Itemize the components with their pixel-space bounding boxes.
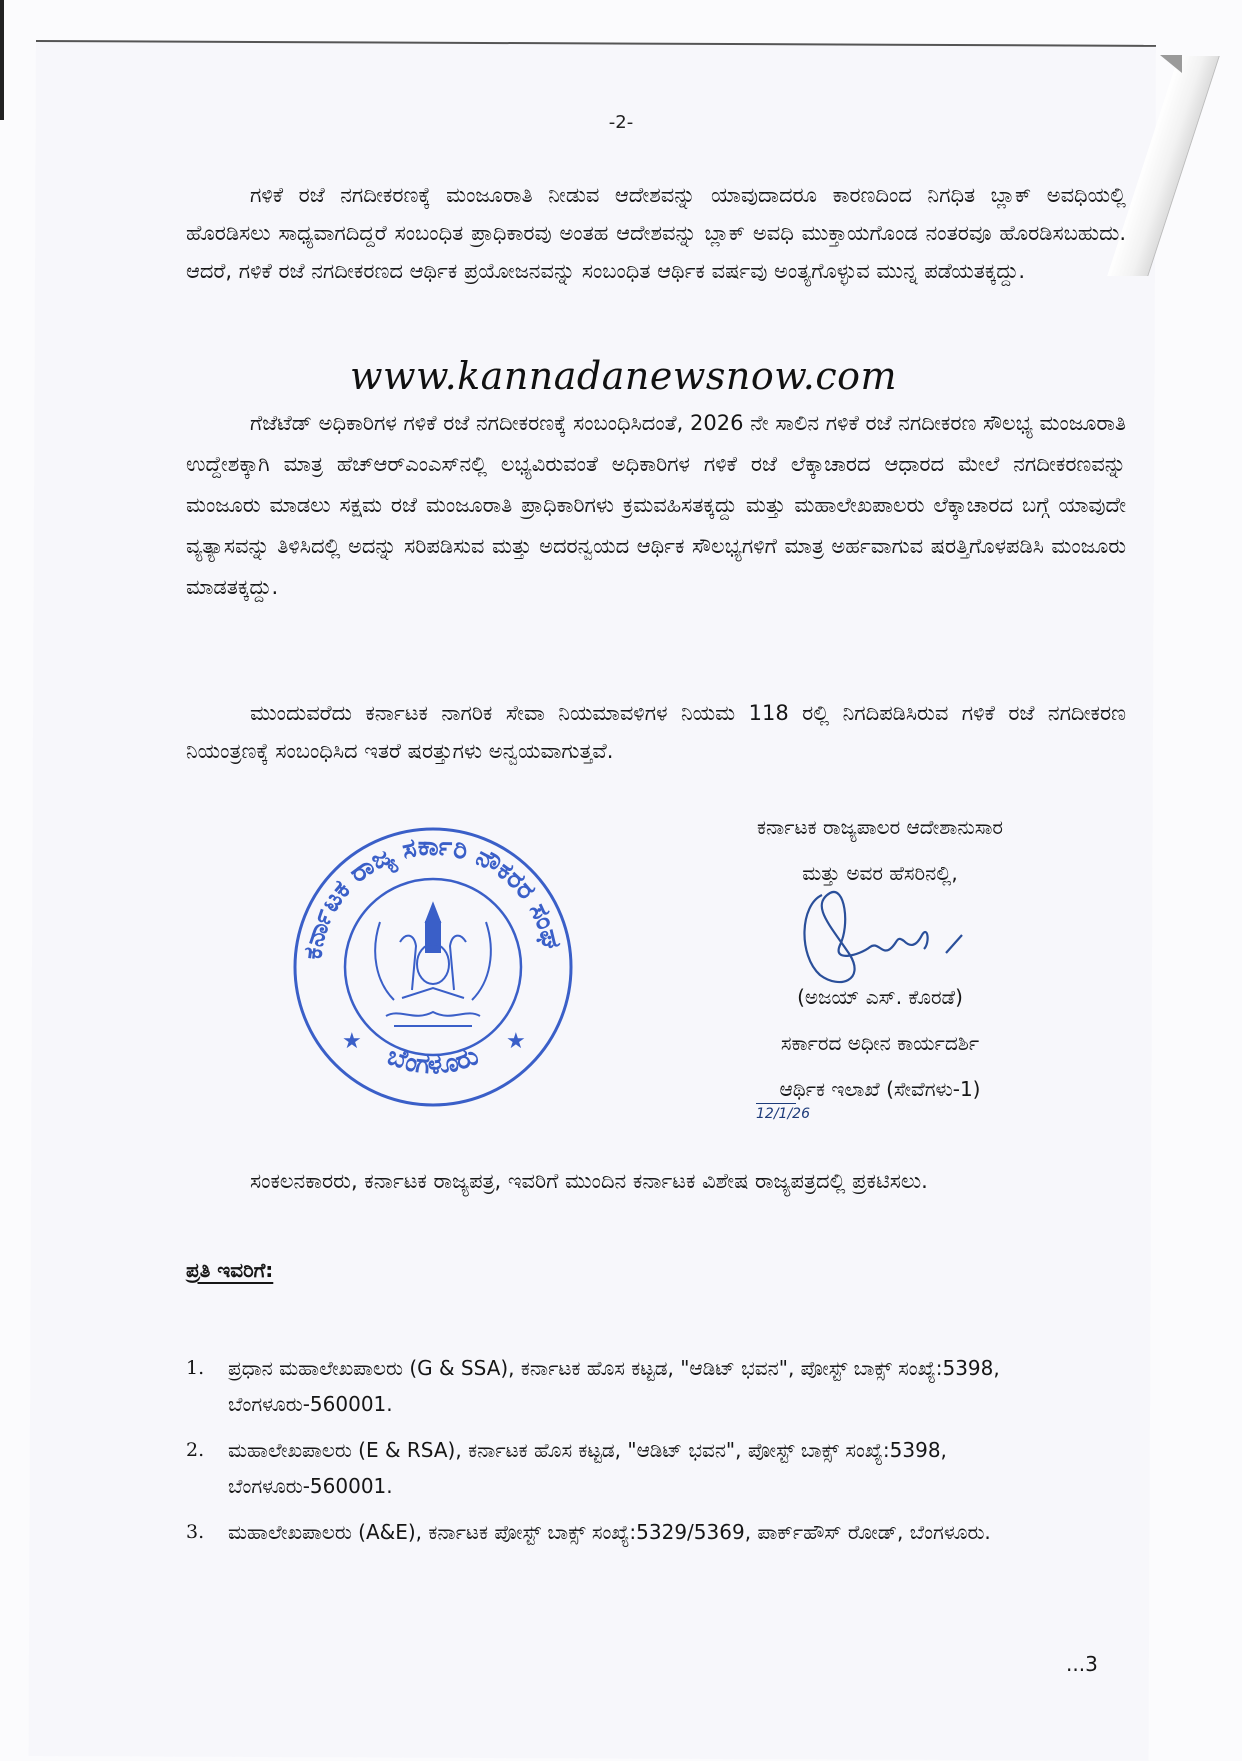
item-number: 3. xyxy=(186,1521,205,1543)
paragraph-text: ಮುಂದುವರೆದು ಕರ್ನಾಟಕ ನಾಗರಿಕ ಸೇವಾ ನಿಯಮಾವಳಿಗಳ ನಿಯಮ 118 ರಲ್ಲಿ ನಿಗದಿಪಡಿಸಿರುವ ಗಳಿಕೆ ರಜೆ ನಗದೀಕರಣ ನಿಯಂತ್ರಣಕ್ಕೆ ಸಂಬಂಧಿಸಿದ ಇತರೆ ಷರತ್ತುಗಳು ಅನ್ವಯವಾಗುತ್ತವೆ. xyxy=(186,701,1126,763)
copy-to-item xyxy=(186,1350,1106,1422)
page-number: -2- xyxy=(608,112,634,133)
official-seal-icon xyxy=(290,822,576,1112)
page-corner-fold-tip xyxy=(1160,55,1182,73)
svg-text:★: ★ xyxy=(506,1029,526,1054)
scan-edge xyxy=(0,0,4,120)
continuation-marker: ...3 xyxy=(1066,1652,1098,1676)
initials-date-text: 12/1/26 xyxy=(756,1106,810,1122)
svg-text:ಬೆಂಗಳೂರು: ಬೆಂಗಳೂರು xyxy=(383,1040,483,1081)
copy-to-heading: ಪ್ರತಿ ಇವರಿಗೆ: xyxy=(186,1258,274,1282)
paragraph-block-encashment-order xyxy=(186,176,1126,290)
paragraph-gazetted-officers xyxy=(186,403,1126,608)
paragraph-gazette-publication xyxy=(186,1160,1126,1202)
signatory-name: (ಅಜಯ್ ಎಸ್. ಕೊರಡೆ) xyxy=(797,985,963,1009)
copy-to-list xyxy=(186,1350,1106,1560)
item-text: ಮಹಾಲೇಖಪಾಲರು (A&E), ಕರ್ನಾಟಕ ಪೋಸ್ಟ್ ಬಾಕ್ಸ್ ಸಂಖ್ಯೆ:5329/5369, ಪಾರ್ಕ್‌ಹೌಸ್ ರೋಡ್, ಬೆಂಗಳೂರು. xyxy=(228,1520,991,1544)
copy-to-item xyxy=(186,1432,1106,1504)
signature-icon xyxy=(770,885,1010,995)
signatory-designation: ಸರ್ಕಾರದ ಅಧೀನ ಕಾರ್ಯದರ್ಶಿ xyxy=(780,1031,980,1055)
paragraph-rule-118 xyxy=(186,694,1126,770)
copy-to-item xyxy=(186,1514,1106,1550)
governor-order-line: ಕರ್ನಾಟಕ ರಾಜ್ಯಪಾಲರ ಆದೇಶಾನುಸಾರ xyxy=(756,815,1003,839)
svg-text:ಕರ್ನಾಟಕ ರಾಜ್ಯ ಸರ್ಕಾರಿ ನೌಕರರ ಸಂ: ಕರ್ನಾಟಕ ರಾಜ್ಯ ಸರ್ಕಾರಿ ನೌಕರರ ಸಂಘ xyxy=(298,831,567,961)
paragraph-text: ಸಂಕಲನಕಾರರು, ಕರ್ನಾಟಕ ರಾಜ್ಯಪತ್ರ, ಇವರಿಗೆ ಮುಂದಿನ ಕರ್ನಾಟಕ ವಿಶೇಷ ರಾಜ್ಯಪತ್ರದಲ್ಲಿ ಪ್ರಕಟಿಸಲು. xyxy=(250,1169,928,1193)
svg-text:★: ★ xyxy=(342,1029,362,1054)
in-name-line: ಮತ್ತು ಅವರ ಹೆಸರಿನಲ್ಲಿ, xyxy=(802,861,958,885)
item-text: ಪ್ರಧಾನ ಮಹಾಲೇಖಪಾಲರು (G & SSA), ಕರ್ನಾಟಕ ಹೊಸ ಕಟ್ಟಡ, "ಆಡಿಟ್ ಭವನ", ಪೋಸ್ಟ್ ಬಾಕ್ಸ್ ಸಂಖ್ಯೆ:5398, ಬೆಂಗಳೂರು-560001. xyxy=(228,1356,1000,1416)
item-text: ಮಹಾಲೇಖಪಾಲರು (E & RSA), ಕರ್ನಾಟಕ ಹೊಸ ಕಟ್ಟಡ, "ಆಡಿಟ್ ಭವನ", ಪೋಸ್ಟ್ ಬಾಕ್ಸ್ ಸಂಖ್ಯೆ:5398, ಬೆಂಗಳೂರು-560001. xyxy=(228,1438,947,1498)
watermark-url: www.kannadanewsnow.com xyxy=(350,354,898,398)
item-number: 1. xyxy=(186,1357,205,1379)
paragraph-text: ಗೆಜೆಟೆಡ್ ಅಧಿಕಾರಿಗಳ ಗಳಿಕೆ ರಜೆ ನಗದೀಕರಣಕ್ಕೆ ಸಂಬಂಧಿಸಿದಂತೆ, 2026 ನೇ ಸಾಲಿನ ಗಳಿಕೆ ರಜೆ ನಗದೀಕರಣ ಸೌಲಭ್ಯ ಮಂಜೂರಾತಿ ಉದ್ದೇಶಕ್ಕಾಗಿ ಮಾತ್ರ ಹೆಚ್‌ಆರ್‌ಎಂಎಸ್‌ನಲ್ಲಿ ಲಭ್ಯವಿರುವಂತೆ ಅಧಿಕಾರಿಗಳ ಗಳಿಕೆ ರಜೆ ಲೆಕ್ಕಾಚಾರದ ಆಧಾರದ ಮೇಲೆ ನಗದೀಕರಣವನ್ನು ಮಂಜೂರು ಮಾಡಲು ಸಕ್ಷಮ ರಜೆ ಮಂಜೂರಾತಿ ಪ್ರಾಧಿಕಾರಿಗಳು ಕ್ರಮವಹಿಸತಕ್ಕದ್ದು ಮತ್ತು ಮಹಾಲೇಖಪಾಲರು ಲೆಕ್ಕಾಚಾರದ ಬಗ್ಗೆ ಯಾವುದೇ ವ್ಯತ್ಯಾಸವನ್ನು ತಿಳಿಸಿದಲ್ಲಿ ಅದನ್ನು ಸರಿಪಡಿಸುವ ಮತ್ತು ಅದರನ್ವಯದ ಆರ್ಥಿಕ ಸೌಲಭ್ಯಗಳಿಗೆ ಮಾತ್ರ ಅರ್ಹವಾಗುವ ಷರತ್ತಿಗೊಳಪಡಿಸಿ ಮಂಜೂರು ಮಾಡತಕ್ಕದ್ದು. xyxy=(186,411,1126,599)
paragraph-text: ಗಳಿಕೆ ರಜೆ ನಗದೀಕರಣಕ್ಕೆ ಮಂಜೂರಾತಿ ನೀಡುವ ಆದೇಶವನ್ನು ಯಾವುದಾದರೂ ಕಾರಣದಿಂದ ನಿಗಧಿತ ಬ್ಲಾಕ್ ಅವಧಿಯಲ್ಲಿ ಹೊರಡಿಸಲು ಸಾಧ್ಯವಾಗದಿದ್ದರೆ ಸಂಬಂಧಿತ ಪ್ರಾಧಿಕಾರವು ಅಂತಹ ಆದೇಶವನ್ನು ಬ್ಲಾಕ್ ಅವಧಿ ಮುಕ್ತಾಯಗೊಂಡ ನಂತರವೂ ಹೊರಡಿಸಬಹುದು. ಆದರೆ, ಗಳಿಕೆ ರಜೆ ನಗದೀಕರಣದ ಆರ್ಥಿಕ ಪ್ರಯೋಜನವನ್ನು ಸಂಬಂಧಿತ ಆರ್ಥಿಕ ವರ್ಷವು ಅಂತ್ಯಗೊಳ್ಳುವ ಮುನ್ನ ಪಡೆಯತಕ್ಕದ್ದು. xyxy=(186,183,1126,283)
initials-mark xyxy=(756,1093,796,1104)
item-number: 2. xyxy=(186,1439,205,1461)
signatory-department: ಆರ್ಥಿಕ ಇಲಾಖೆ (ಸೇವೆಗಳು-1) xyxy=(779,1077,981,1101)
initials-date xyxy=(756,1093,810,1122)
